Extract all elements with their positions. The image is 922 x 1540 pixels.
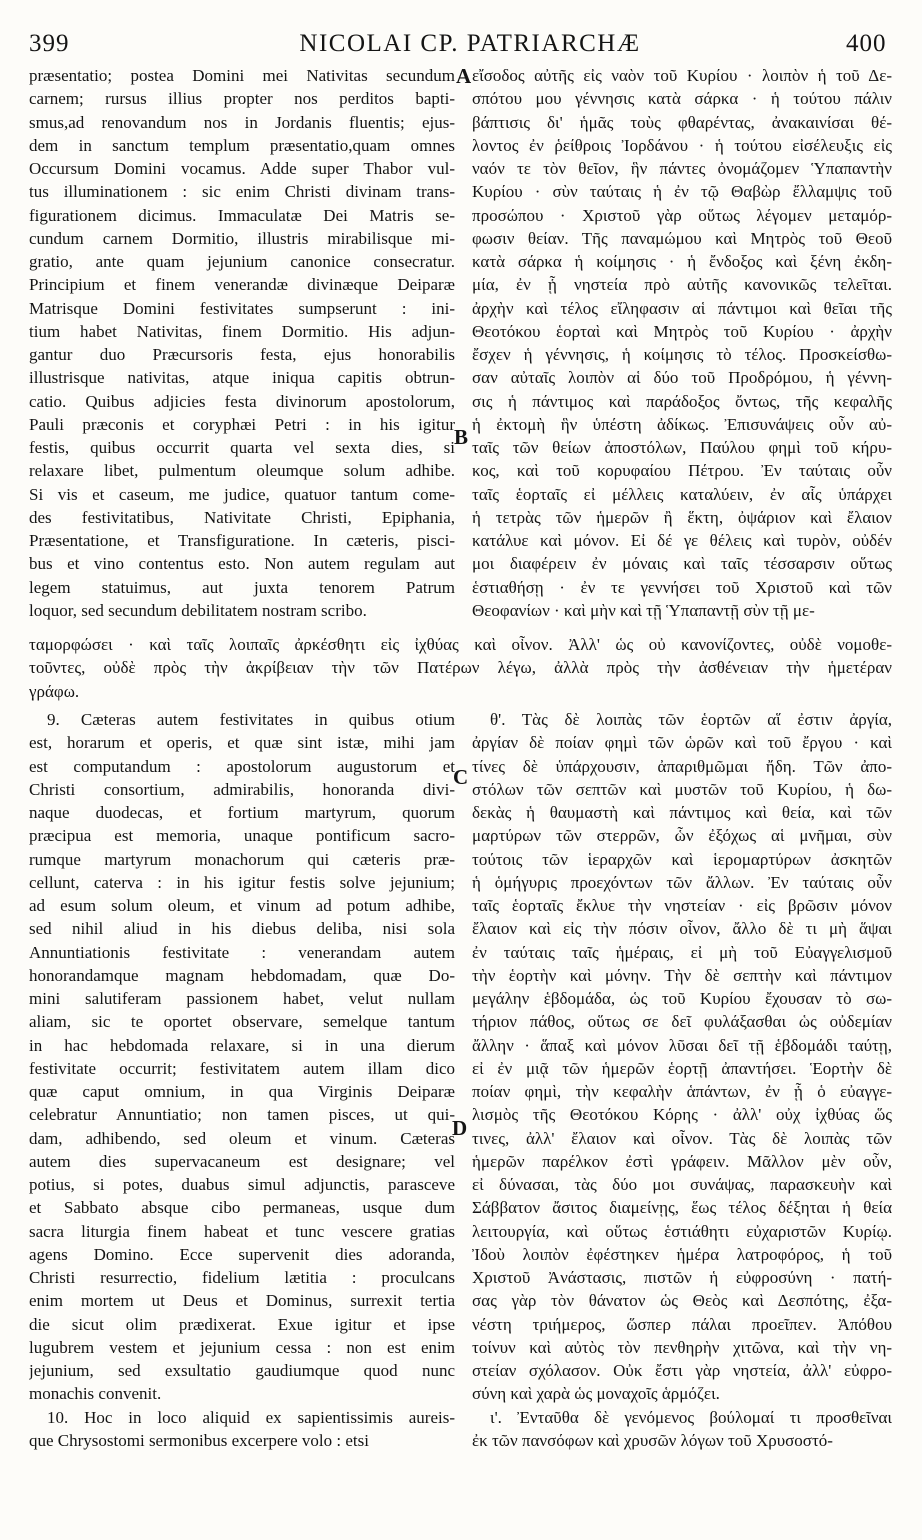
- text-line: monachis convenit.: [29, 1384, 162, 1404]
- text-line: τινες, ἀλλ' ἔλαιον καὶ οἶνον. Τὰς δὲ λοιπὰς τῶν: [472, 1128, 892, 1148]
- text-line: λισμὸς τῆς Θεοτόκου Κόρης · ἀλλ' οὐχ ἰχθύας ὥς: [472, 1105, 892, 1125]
- text-line: jejunium, sed exsultatio gaudiumque quod nunc: [29, 1361, 455, 1380]
- text-line: Θεοφανίων · καὶ μὴν καὶ τῇ Ὑπαπαντῇ σὺν τῇ με-: [472, 600, 815, 620]
- text-line: τίνες δὲ ὑπάρχουσιν, ἀπαριθμῶμαι ἤδη. Τῶν ἀπο-: [472, 756, 892, 776]
- text-line: præsentatio; postea Domini mei Nativitas secundum: [29, 66, 455, 85]
- text-line: Matrisque Domini festivitates sumpserunt : ini-: [29, 298, 455, 318]
- text-line: σαν αὐταῖς λοιπὸν αἱ δύο τοῦ Προδρόμου, ἡ γέννη-: [472, 368, 892, 388]
- text-line: dem in sanctum templum præsentatio,quam omnes: [29, 135, 455, 155]
- text-line: φωσιν θείαν. Τῆς παναμώμου καὶ Μητρὸς τοῦ Θεοῦ: [472, 228, 892, 248]
- text-line: εἴσοδος αὐτῆς εἰς ναὸν τοῦ Κυρίου · λοιπὸν ἡ τοῦ Δε-: [472, 66, 892, 85]
- text-line: loquor, sed secundum debilitatem nostram scribo.: [29, 600, 367, 620]
- text-line: sed nihil aliud in his diebus deliba, nisi sola: [29, 919, 455, 939]
- text-line: in hac hebdomada relaxare, si in una dierum: [29, 1035, 455, 1055]
- text-line: bus et vino contentus esto. Non autem regulam aut: [29, 554, 455, 574]
- text-line: tus illuminationem : sic enim Christi divinam trans-: [29, 182, 455, 202]
- text-line: μοι διαφέρειν ἐν μόναις καὶ ταῖς τέσσαρσιν οὕτως: [472, 554, 892, 574]
- running-title: NICOLAI CP. PATRIARCHÆ: [299, 30, 641, 57]
- greek-column-bottom: [472, 708, 892, 1452]
- text-line: σις ἡ πάντιμος καὶ παράδοξος ὄντως, τῆς κεφαλῆς: [472, 391, 892, 411]
- text-line: legem statuimus, aut juxta tenorem Patrum: [29, 577, 455, 597]
- text-line: βάπτισις δι' ἡμᾶς τοὺς φθαρέντας, ἀνακαινίσαι θέ-: [472, 112, 892, 132]
- text-line: Ἰδοὺ λοιπὸν ἐφέστηκεν ἡμέρα λατροφόρος, ἡ τοῦ: [472, 1244, 892, 1264]
- text-line: λειτουργία, καὶ οὕτως ἑστιάθητι εὐχαριστῶν Κυρίῳ.: [472, 1221, 892, 1241]
- text-line: στείαν σχόλασον. Οὐκ ἔστι γὰρ νηστεία, ἀλλ' εὐφρο-: [472, 1361, 892, 1380]
- text-line: εἰ ἐν μιᾷ τῶν ἡμερῶν ἑορτῇ ἀπαντήσει. Ἑορτὴν δὲ: [472, 1058, 892, 1078]
- text-line: ἔλαιον καὶ εἰς τὴν πόσιν οἶνον, ἄλλο δὲ τι μὴ ἅψαι: [472, 919, 892, 939]
- text-line: dam, adhibendo, sed oleum et vinum. Cæteras: [29, 1128, 455, 1148]
- section-marker-a: A: [456, 64, 472, 88]
- text-line: figurationem dicimus. Immaculatæ Dei Matris se-: [29, 205, 455, 225]
- text-line: smus,ad renovandum nos in Jordanis fluentis; ejus-: [29, 112, 455, 132]
- text-line: προσώπου · Χριστοῦ γὰρ οὕτως λέγομεν μεταμόρ-: [472, 205, 892, 225]
- text-line: cellunt, caterva : in his igitur festis solve jejunium;: [29, 872, 455, 892]
- page-number-right: 400: [846, 30, 887, 57]
- text-line: Χριστοῦ Ἀνάστασις, πιστῶν ἡ εὐφροσύνη · πατή-: [472, 1268, 892, 1287]
- text-line: Σάββατον ἄσιτος διαμείνῃς, ἕως τέλος δέξηται ἡ θεία: [472, 1198, 892, 1218]
- text-line: μαρτύρων τῶν στερρῶν, ὧν ἐξόχως αἱ μνῆμαι, σὺν: [472, 826, 892, 846]
- text-line: ἔσχεν ἡ γέννησις, ἡ κοίμησις τὸ τέλος. Προσκείσθω-: [472, 345, 892, 364]
- text-line: ἡ ἐκτομὴ ἣν ὑπέστη ἀδίκως. Ἐπισυνάψεις οὖν αὐ-: [472, 414, 892, 434]
- text-line: mini salutiferam passionem habet, velut nullam: [29, 989, 455, 1008]
- text-line: ταῖς ἑορταῖς εἰ μέλλεις καταλύειν, ἐν αἷς ὑπάρχει: [472, 484, 892, 504]
- text-line: ι'. Ἐνταῦθα δὲ γενόμενος βούλομαί τι προσθεῖναι: [490, 1407, 892, 1427]
- page-number-left: 399: [29, 30, 70, 57]
- text-line: que Chrysostomi sermonibus excerpere volo : etsi: [29, 1430, 369, 1450]
- text-line: μεγάλην ἑβδομάδα, ὡς τοῦ Κυρίου ἔχουσαν τὸ σω-: [472, 989, 892, 1008]
- text-line: autem dies supervacaneum est designare; vel: [29, 1151, 455, 1171]
- text-line: rumque martyrum monachorum qui cæteris præ-: [29, 849, 455, 869]
- text-line: gantur duo Præcursoris festa, ejus honorabilis: [29, 345, 455, 364]
- text-line: festis, quibus occurrit quarta vel sexta dies, si: [29, 438, 455, 457]
- text-line: tium habet Nativitas, finem Dormitio. His adjun-: [29, 321, 455, 341]
- text-line: γράφω.: [29, 681, 80, 701]
- text-line: ταμορφώσει · καὶ ταῖς λοιπαῖς ἀρκέσθητι εἰς ἰχθύας καὶ οἶνον. Ἀλλ' ὡς οὐ κανονίζοντες, οὐδὲ νομοθε-: [29, 635, 892, 654]
- text-line: τοίνυν καὶ αὐτὸς τὸν πενθηρὴν χιτῶνα, καὶ τὴν νη-: [472, 1337, 892, 1357]
- text-line: illustrisque nativitas, atque iniqua capitis obtrun-: [29, 368, 455, 388]
- text-line: enim mortem ut Deus et Dominus, surrexit tertia: [29, 1291, 455, 1311]
- text-line: ad esum solum oleum, et vinum ad potum adhibe,: [29, 896, 455, 915]
- latin-column-top: [29, 64, 455, 622]
- text-line: aliam, sic te oportet observare, semelque tantum: [29, 1012, 455, 1032]
- text-line: ἡμερῶν παρέλκον ἐστὶ γράφειν. Μᾶλλον μὲν οὖν,: [472, 1151, 892, 1171]
- text-line: Si vis et caseum, me judice, quatuor tantum come-: [29, 484, 455, 504]
- text-line: carnem; rursus illius propter nos perditos bapti-: [29, 89, 455, 109]
- text-line: Occursum Domini vocamus. Adde super Thabor vul-: [29, 159, 455, 178]
- text-line: ταῖς τῶν θείων ἀποστόλων, Παύλου φημὶ τοῦ κήρυ-: [472, 438, 892, 457]
- text-line: θ'. Τὰς δὲ λοιπὰς τῶν ἑορτῶν αἵ ἐστιν ἀργία,: [490, 710, 892, 729]
- text-line: gratio, ante quam jejunium canonice consecratur.: [29, 252, 455, 271]
- text-line: lugubrem vestem et jejunium cessa : non est enim: [29, 1337, 455, 1357]
- text-line: potius, si potes, duabus simul adjunctis, parasceve: [29, 1175, 455, 1194]
- text-line: Christi consortium, admirabilis, honoranda divi-: [29, 779, 455, 799]
- text-line: δεκὰς ἡ θαυμαστὴ καὶ πάντιμος καὶ θεία, καὶ τῶν: [472, 803, 892, 822]
- text-line: relaxare libet, pulmentum oleumque solum adhibe.: [29, 461, 455, 481]
- text-line: præcipua est memoria, unaque pontificum sacro-: [29, 826, 455, 846]
- text-line: agens Domino. Ecce supervenit dies adoranda,: [29, 1244, 455, 1264]
- greek-column-top: [472, 64, 892, 622]
- text-line: τήριον πάθος, οὕτως σε δεῖ φυλάξασθαι ὡς οὐδεμίαν: [472, 1012, 892, 1032]
- text-line: νέστη τριήμερος, ὥσπερ πάλαι προεῖπεν. Ἀπόθου: [472, 1314, 892, 1334]
- text-line: 9. Cæteras autem festivitates in quibus otium: [47, 710, 455, 729]
- text-line: festivitate occurrit; festivitatem autem illam dico: [29, 1058, 455, 1078]
- text-line: des festivitatibus, Nativitate Christi, Epiphania,: [29, 507, 455, 527]
- text-line: Θεοτόκου ἑορταὶ καὶ Μητρὸς τοῦ Κυρίου · ἀρχὴν: [472, 321, 892, 341]
- text-line: ἀργίαν δὲ ποίαν φημὶ τῶν ὡρῶν καὶ τοῦ ἔργου · καὶ: [472, 733, 892, 753]
- text-line: naque duodecas, et fortium martyrum, quorum: [29, 803, 455, 822]
- greek-full-width-block: [29, 633, 892, 703]
- text-line: ἀρχὴν καὶ τέλος εἴληφασιν αἱ πάντιμοι καὶ θεῖαι τῆς: [472, 298, 892, 318]
- section-marker-b: B: [454, 425, 469, 449]
- text-line: Principium et finem venerandæ divinæque Deiparæ: [29, 275, 455, 295]
- text-line: ἄλλην · ἅπαξ καὶ μόνον λῦσαι δεῖ τῇ ἑβδομάδι ταύτῃ,: [472, 1035, 892, 1055]
- latin-column-bottom: [29, 708, 455, 1452]
- text-line: κος, καὶ τοῦ κορυφαίου Πέτρου. Ἐν ταύταις οὖν: [472, 461, 892, 481]
- text-line: celebratur Annuntiatio; non tamen pisces, ut qui-: [29, 1105, 455, 1125]
- text-line: ποίαν φημὶ, τὴν κεφαλὴν ἁπάντων, ἐν ᾗ ὁ εὐαγγε-: [472, 1082, 892, 1101]
- text-line: τούτοις τῶν ἱεραρχῶν καὶ ἱερομαρτύρων ἀσκητῶν: [472, 849, 892, 869]
- text-line: ἡ τετρὰς τῶν ἡμερῶν ἢ ἕκτη, ὀψάριον καὶ ἔλαιον: [472, 507, 892, 527]
- text-line: Annuntiationis festivitate : venerandam autem: [29, 942, 455, 962]
- text-line: κατὰ σάρκα ἡ κοίμησις · ἡ ἔνδοξος καὶ ξένη ἐκδη-: [472, 252, 892, 271]
- text-line: σύνη καὶ χαρὰ ὡς μοναχοῖς ἁρμόζει.: [472, 1384, 720, 1404]
- section-marker-d: D: [452, 1116, 468, 1140]
- text-line: die sicut olim prædixerat. Exue igitur et ipse: [29, 1314, 455, 1334]
- text-line: Christi resurrectio, fidelium lætitia : proculcans: [29, 1268, 455, 1287]
- text-line: ναόν τε τὸν θεῖον, ἣν πάντες ὀνομάζομεν Ὑπαπαντὴν: [472, 159, 892, 178]
- text-line: κατάλυε καὶ μόνον. Εἰ δέ γε θέλεις καὶ τυρὸν, οὐδέν: [472, 531, 892, 550]
- text-line: sacra liturgia finem habeat et tunc vescere gratias: [29, 1221, 455, 1241]
- text-line: quæ caput omnium, in qua Virginis Deiparæ: [29, 1082, 455, 1101]
- text-line: ἐκ τῶν πανσόφων καὶ χρυσῶν λόγων τοῦ Χρυσοστό-: [472, 1430, 833, 1450]
- text-line: 10. Hoc in loco aliquid ex sapientissimis aureis-: [47, 1407, 455, 1427]
- text-line: ἑστιαθήσῃ · ἐν τε γεννήσει τοῦ Χριστοῦ καὶ τῶν: [472, 577, 892, 597]
- text-line: ἡ ὁμήγυρις προεχόντων τῶν ἄλλων. Ἐν ταύταις οὖν: [472, 872, 892, 892]
- text-line: Pauli præconis et coryphæi Petri : in his igitur: [29, 414, 455, 434]
- text-line: est computandum : apostolorum augustorum et: [29, 756, 455, 776]
- text-line: et Sabbato absque cibo permaneas, usque dum: [29, 1198, 455, 1218]
- text-line: ταῖς ἑορταῖς ἔκλυε τὴν νηστείαν · εἰς βρῶσιν μόνον: [472, 896, 892, 915]
- section-marker-c: C: [453, 765, 469, 789]
- text-line: Præsentatione, et Transfiguratione. In cæteris, pisci-: [29, 531, 455, 550]
- text-line: σας γὰρ τὸν θάνατον ὡς Θεὸς καὶ Δεσπότης, ἐξα-: [472, 1291, 892, 1311]
- text-line: catio. Quibus adjicies festa divinorum apostolorum,: [29, 391, 455, 411]
- text-line: σπότου μου γέννησις κατὰ σάρκα · ἡ τούτου πάλιν: [472, 89, 892, 109]
- text-line: est, horarum et operis, et quæ sint istæ, mihi jam: [29, 733, 455, 753]
- text-line: ἐν ταύταις ταῖς ἡμέραις, εἰ μὴ τοῦ Εὐαγγελισμοῦ: [472, 942, 892, 962]
- text-line: honorandamque magnam hebdomadam, quæ Do-: [29, 965, 455, 985]
- text-line: εἰ δύνασαι, τὰς δύο μοι συνάψας, παρασκευὴν καὶ: [472, 1175, 892, 1194]
- text-line: λοντος ἐν ῥείθροις Ἰορδάνου · ἡ τούτου εἰσέλευξις εἰς: [472, 135, 892, 155]
- text-line: στόλων τῶν σεπτῶν καὶ μυστῶν τοῦ Κυρίου, ἡ δω-: [472, 779, 892, 799]
- text-line: Κυρίου · σὺν ταύταις ἡ ἐν τῷ Θαβὼρ ἔλλαμψις τοῦ: [472, 182, 892, 202]
- text-line: τοῦντες, οὐδὲ πρὸς τὴν ἀκρίβειαν τὴν τῶν Πατέρων λέγω, ἀλλὰ πρὸς τὴν ἀσθένειαν τὴν ἡμετέραν: [29, 658, 892, 678]
- text-line: μία, ἐν ᾗ νηστεία πρὸ αὐτῆς κανονικῶς τελεῖται.: [472, 275, 892, 295]
- text-line: cundum carnem Dormitio, illustris mirabilisque mi-: [29, 228, 455, 248]
- text-line: τὴν ἑορτὴν καὶ μόνην. Τὴν δὲ σεπτὴν καὶ πάντιμον: [472, 965, 892, 985]
